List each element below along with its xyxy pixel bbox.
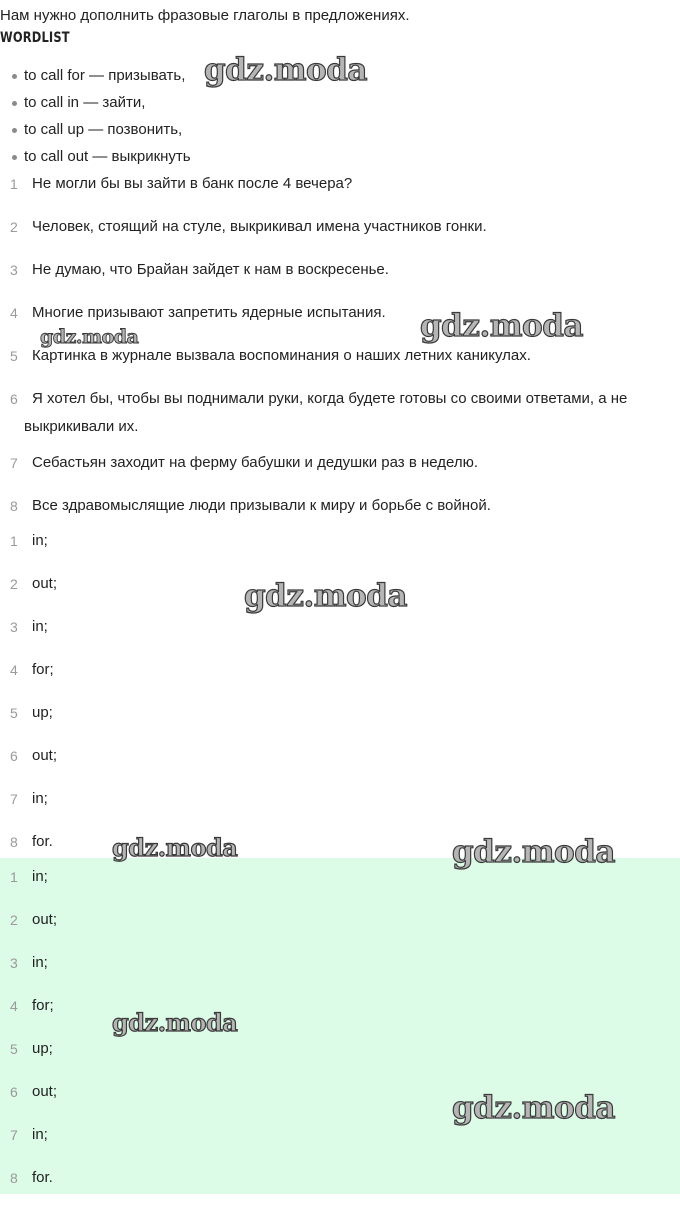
answer-row — [0, 660, 680, 703]
answer-number: 5 — [10, 705, 18, 721]
sentence-number: 5 — [10, 348, 18, 364]
answer-text: in; — [32, 868, 48, 885]
bullet-icon — [12, 128, 17, 133]
answer-row — [0, 789, 680, 832]
answer-text: for; — [32, 997, 54, 1014]
wordlist — [0, 66, 191, 174]
watermark: gdz.moda — [452, 1090, 615, 1126]
intro-text: Нам нужно дополнить фразовые глаголы в предложениях. — [0, 7, 410, 24]
answer-number: 3 — [10, 619, 18, 635]
sentence-number: 1 — [10, 176, 18, 192]
answer-number: 5 — [10, 1041, 18, 1057]
highlighted-answer-list — [0, 867, 680, 1211]
sentence-row — [0, 260, 680, 303]
answer-text: out; — [32, 911, 58, 928]
sentence-text: Многие призывают запретить ядерные испытания. — [32, 304, 386, 321]
answer-text: in; — [32, 954, 48, 971]
answer-number: 2 — [10, 912, 18, 928]
answer-number: 6 — [10, 748, 18, 764]
answer-row — [0, 617, 680, 660]
sentence-row — [0, 346, 680, 389]
sentence-text: Человек, стоящий на стуле, выкрикивал имена участников гонки. — [32, 218, 487, 235]
bullet-icon — [12, 101, 17, 106]
watermark: gdz.moda — [420, 308, 583, 344]
sentence-number: 8 — [10, 498, 18, 514]
answer-row — [0, 867, 680, 910]
wordlist-item-text: to call in — зайти, — [24, 94, 146, 111]
answer-number: 8 — [10, 834, 18, 850]
watermark: gdz.moda — [112, 1008, 238, 1037]
answer-number: 7 — [10, 1127, 18, 1143]
sentence-number: 7 — [10, 455, 18, 471]
answer-row — [0, 1168, 680, 1211]
bullet-icon — [12, 155, 17, 160]
sentence-text: Я хотел бы, чтобы вы поднимали руки, когда будете готовы со своими ответами, а не — [32, 390, 628, 407]
answer-row — [0, 1039, 680, 1082]
wordlist-item-text: to call up — позвонить, — [24, 121, 183, 138]
sentence-number: 2 — [10, 219, 18, 235]
answer-text: out; — [32, 747, 58, 764]
sentence-list — [0, 174, 680, 539]
bullet-icon — [12, 74, 17, 79]
watermark: gdz.moda — [40, 326, 139, 348]
answer-row — [0, 574, 680, 617]
answer-row — [0, 531, 680, 574]
wordlist-item-text: to call for — призывать, — [24, 67, 186, 84]
watermark: gdz.moda — [204, 52, 367, 88]
answer-row — [0, 996, 680, 1039]
sentence-text: Себастьян заходит на ферму бабушки и дедушки раз в неделю. — [32, 454, 479, 471]
answer-row — [0, 953, 680, 996]
wordlist-item-text: to call out — выкрикнуть — [24, 148, 191, 165]
answer-text: out; — [32, 1083, 58, 1100]
answer-number: 8 — [10, 1170, 18, 1186]
answer-text: in; — [32, 790, 48, 807]
answer-number: 2 — [10, 576, 18, 592]
sentence-row — [0, 217, 680, 260]
sentence-row — [0, 389, 680, 453]
answer-text: in; — [32, 618, 48, 635]
sentence-row — [0, 453, 680, 496]
answer-text: for. — [32, 1169, 53, 1186]
answer-number: 1 — [10, 533, 18, 549]
answer-number: 1 — [10, 869, 18, 885]
sentence-number: 3 — [10, 262, 18, 278]
answer-text: out; — [32, 575, 58, 592]
sentence-row — [0, 303, 680, 346]
answer-text: for; — [32, 661, 54, 678]
wordlist-item — [0, 120, 191, 147]
watermark: gdz.moda — [244, 578, 407, 614]
answer-row — [0, 910, 680, 953]
answer-text: in; — [32, 532, 48, 549]
wordlist-item — [0, 66, 191, 93]
wordlist-item — [0, 93, 191, 120]
sentence-text: Все здравомыслящие люди призывали к миру и борьбе с войной. — [32, 497, 491, 514]
answer-number: 7 — [10, 791, 18, 807]
answer-text: up; — [32, 704, 53, 721]
sentence-text: Не думаю, что Брайан зайдет к нам в воскресенье. — [32, 261, 389, 278]
answer-number: 4 — [10, 998, 18, 1014]
answer-row — [0, 1082, 680, 1125]
answer-text: for. — [32, 833, 53, 850]
answer-row — [0, 1125, 680, 1168]
answer-list — [0, 531, 680, 875]
watermark: gdz.moda — [112, 833, 238, 862]
answer-text: up; — [32, 1040, 53, 1057]
answer-row — [0, 703, 680, 746]
answer-text: in; — [32, 1126, 48, 1143]
wordlist-title: WORDLIST — [0, 30, 70, 46]
answer-number: 6 — [10, 1084, 18, 1100]
sentence-text: Не могли бы вы зайти в банк после 4 вечера? — [32, 175, 353, 192]
sentence-text-continued: выкрикивали их. — [24, 418, 139, 435]
answer-number: 4 — [10, 662, 18, 678]
sentence-text: Картинка в журнале вызвала воспоминания о наших летних каникулах. — [32, 347, 531, 364]
wordlist-item — [0, 147, 191, 174]
watermark: gdz.moda — [452, 834, 615, 870]
sentence-row — [0, 174, 680, 217]
sentence-number: 4 — [10, 305, 18, 321]
answer-number: 3 — [10, 955, 18, 971]
sentence-number: 6 — [10, 391, 18, 407]
answer-row — [0, 746, 680, 789]
